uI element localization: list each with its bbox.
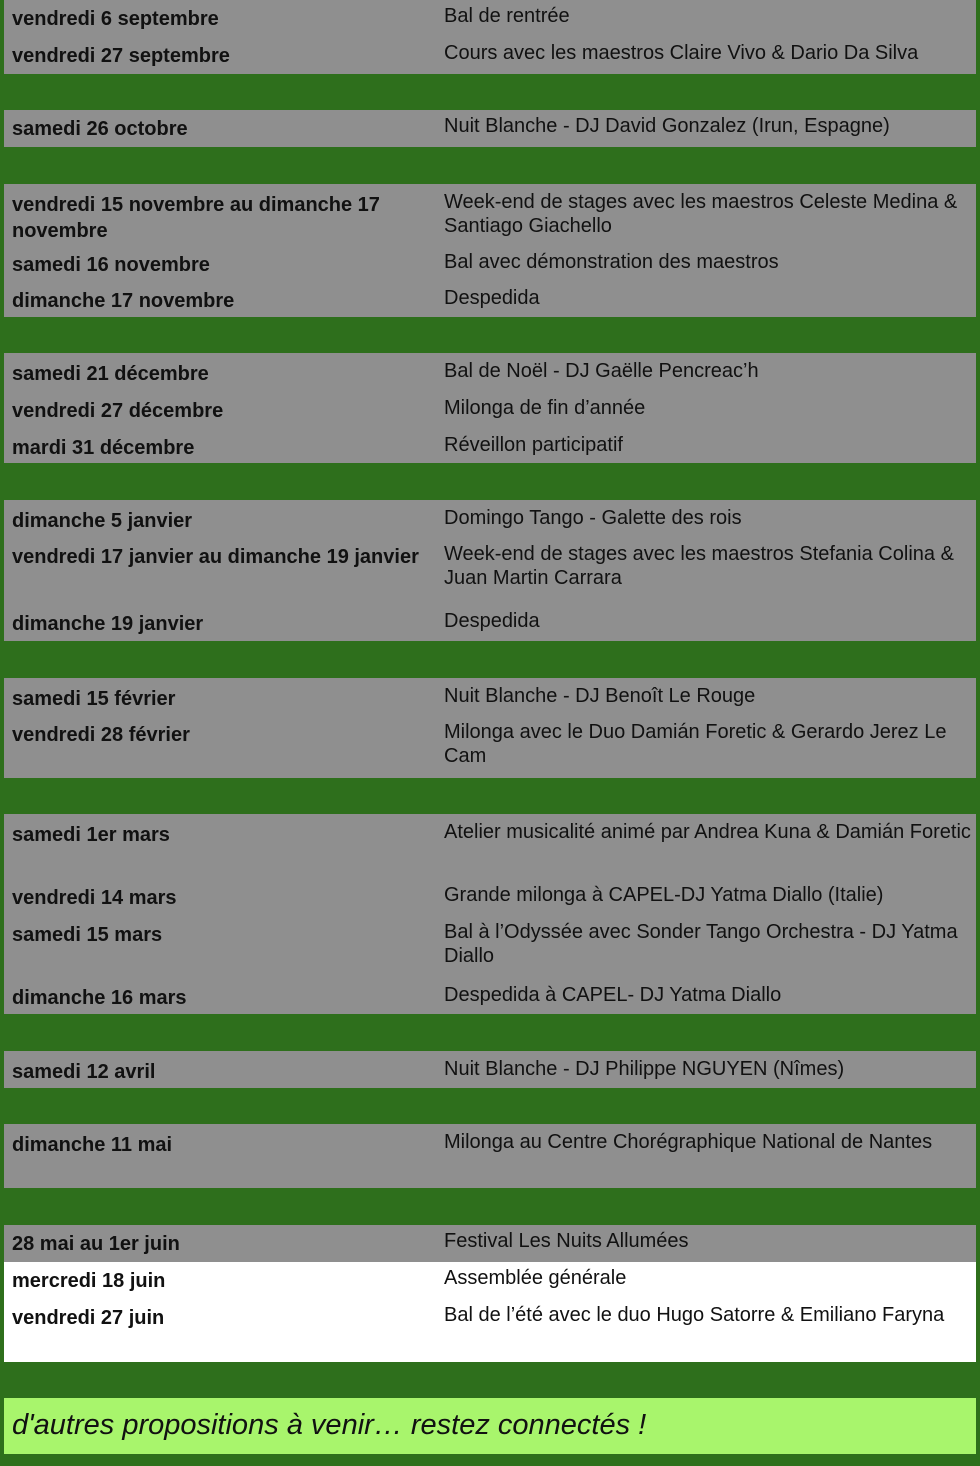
month-block-octobre [4, 110, 976, 147]
month-block-juin [4, 1225, 976, 1262]
month-block-mai [4, 1124, 976, 1188]
event-date: vendredi 28 février [12, 724, 190, 746]
event-date: samedi 15 février [12, 688, 176, 710]
month-block-janvier [4, 500, 976, 641]
month-block-decembre [4, 353, 976, 463]
event-description: Milonga avec le Duo Damián Foretic & Gerardo Jerez Le Cam [444, 721, 947, 767]
event-description: Despedida [444, 610, 540, 632]
event-description: Atelier musicalité animé par Andrea Kuna & Damián Foretic [444, 821, 971, 843]
event-date: samedi 16 novembre [12, 254, 210, 276]
event-description: Nuit Blanche - DJ Philippe NGUYEN (Nîmes) [444, 1058, 845, 1080]
event-description: Week-end de stages avec les maestros Celeste Medina & Santiago Giachello [444, 191, 958, 237]
event-date: vendredi 27 décembre [12, 400, 224, 422]
event-date: vendredi 17 janvier au dimanche 19 janvier [12, 546, 419, 568]
event-date: dimanche 5 janvier [12, 510, 193, 532]
event-date: dimanche 19 janvier [12, 613, 204, 635]
event-date: samedi 12 avril [12, 1061, 156, 1083]
month-block-fevrier [4, 678, 976, 778]
event-description: Despedida [444, 287, 540, 309]
event-description: Despedida à CAPEL- DJ Yatma Diallo [444, 984, 782, 1006]
event-date: samedi 21 décembre [12, 363, 209, 385]
event-description: Milonga au Centre Chorégraphique National de Nantes [444, 1131, 933, 1153]
month-block-septembre [4, 0, 976, 74]
event-date: mardi 31 décembre [12, 437, 195, 459]
event-description: Domingo Tango - Galette des rois [444, 507, 742, 529]
event-description: Bal à l’Odyssée avec Sonder Tango Orchestra - DJ Yatma Diallo [444, 921, 958, 967]
event-date: samedi 15 mars [12, 924, 163, 946]
event-description: Week-end de stages avec les maestros Stefania Colina & Juan Martin Carrara [444, 543, 954, 589]
event-description: Réveillon participatif [444, 434, 623, 456]
footer-text: d'autres propositions à venir… restez connectés ! [12, 1409, 647, 1441]
event-description: Milonga de fin d’année [444, 397, 646, 419]
event-date: dimanche 17 novembre [12, 290, 235, 312]
event-date: vendredi 27 septembre [12, 45, 230, 67]
footer-banner [4, 1398, 976, 1454]
event-date: vendredi 14 mars [12, 887, 177, 909]
event-date: samedi 26 octobre [12, 118, 188, 140]
event-description: Bal de Noël - DJ Gaëlle Pencreac’h [444, 360, 759, 382]
event-description: Bal de l’été avec le duo Hugo Satorre & Emiliano Faryna [444, 1304, 945, 1326]
event-description: Festival Les Nuits Allumées [444, 1230, 689, 1252]
event-description: Cours avec les maestros Claire Vivo & Dario Da Silva [444, 42, 919, 64]
event-date: vendredi 15 novembre au dimanche 17 novembre [12, 194, 380, 242]
event-date: vendredi 27 juin [12, 1307, 165, 1329]
event-description: Nuit Blanche - DJ David Gonzalez (Irun, Espagne) [444, 115, 890, 137]
event-date: dimanche 16 mars [12, 987, 187, 1009]
event-description: Grande milonga à CAPEL-DJ Yatma Diallo (Italie) [444, 884, 884, 906]
month-block-mars [4, 814, 976, 1014]
event-description: Bal avec démonstration des maestros [444, 251, 779, 273]
event-date: mercredi 18 juin [12, 1270, 166, 1292]
event-description: Assemblée générale [444, 1267, 627, 1289]
month-block-juin-suite [4, 1262, 976, 1362]
event-description: Bal de rentrée [444, 5, 570, 27]
event-date: 28 mai au 1er juin [12, 1233, 180, 1255]
event-date: samedi 1er mars [12, 824, 170, 846]
event-date: vendredi 6 septembre [12, 8, 219, 30]
event-date: dimanche 11 mai [12, 1134, 173, 1156]
month-block-avril [4, 1051, 976, 1088]
month-block-novembre [4, 184, 976, 317]
event-description: Nuit Blanche - DJ Benoît Le Rouge [444, 685, 756, 707]
